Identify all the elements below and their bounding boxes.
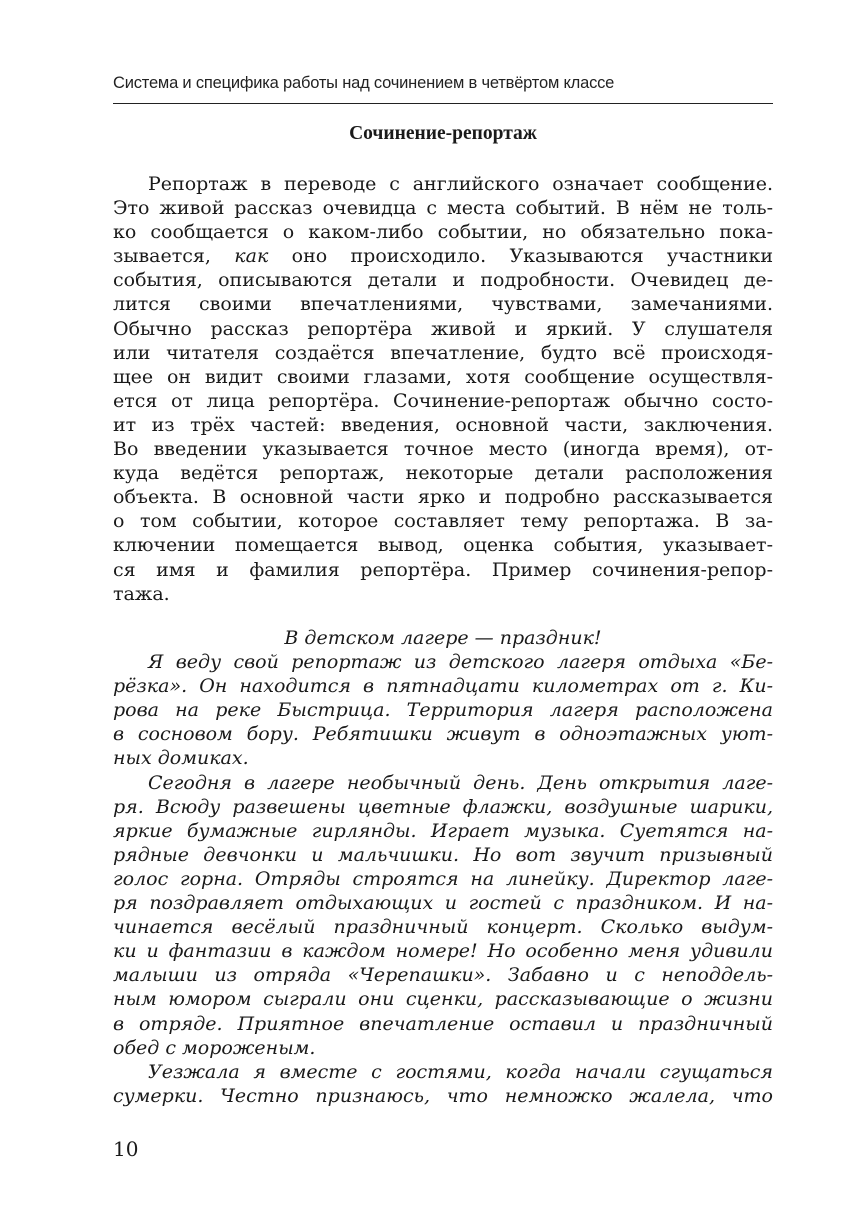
header-divider: [113, 103, 773, 104]
text-line: Сегодня в лагере необычный день. День открытия лаге-: [148, 771, 773, 794]
text-line: щее он видит своими глазами, хотя сообщение осуществля-: [113, 365, 773, 388]
text-line: рёзка». Он находится в пятнадцати километрах от г. Ки-: [113, 675, 773, 698]
text-line: Я веду свой репортаж из детского лагеря отдыха «Бе-: [148, 651, 773, 674]
text-line-with-emphasis: [113, 244, 773, 268]
text-line: ся имя и фамилия репортёра. Пример сочинения-репор-: [113, 558, 773, 581]
text-line: ит из трёх частей: введения, основной части, заключения.: [113, 413, 773, 436]
text-line: события, описываются детали и подробности. Очевидец де-: [113, 269, 773, 292]
text-line: яркие бумажные гирлянды. Играет музыка. Суетятся на-: [113, 819, 773, 842]
running-header: Система и специфика работы над сочинением в четвёртом классе: [113, 74, 615, 92]
text-line: малыши из отряда «Черепашки». Забавно и с неподдель-: [113, 964, 773, 987]
text-line: ключении помещается вывод, оценка события, указывает-: [113, 534, 773, 557]
text-line: ря поздравляет отдыхающих и гостей с праздником. И на-: [113, 892, 773, 915]
text-line: тажа.: [113, 582, 170, 605]
text-line: рова на реке Быстрица. Территория лагеря расположена: [113, 699, 773, 722]
text-line: Это живой рассказ очевидца с места событий. В нём не толь-: [113, 197, 773, 220]
text-line: ря. Всюду развешены цветные флажки, воздушные шарики,: [113, 795, 773, 818]
text-fragment: оно происходило. Указываются участники: [268, 245, 773, 268]
text-line: Обычно рассказ репортёра живой и яркий. У слушателя: [113, 317, 773, 340]
section-title: Сочинение-репортаж: [349, 123, 537, 144]
text-line: рядные девчонки и мальчишки. Но вот звучит призывный: [113, 843, 773, 866]
text-line: Репортаж в переводе с английского означает сообщение.: [148, 173, 773, 195]
text-fragment: зывается,: [113, 245, 235, 268]
text-line: голос горна. Отряды строятся на линейку. Директор лаге-: [113, 867, 773, 890]
text-line: Уезжала я вместе с гостями, когда начали сгущаться: [148, 1060, 773, 1083]
text-line: в сосновом бору. Ребятишки живут в одноэтажных уют-: [113, 723, 773, 746]
text-line: куда ведётся репортаж, некоторые детали расположения: [113, 462, 773, 485]
intro-paragraph: [113, 172, 773, 606]
text-line: сумерки. Честно признаюсь, что немножко жалела, что: [113, 1084, 773, 1107]
text-line: в отряде. Приятное впечатление оставил и праздничный: [113, 1012, 773, 1035]
text-line: или читателя создаётся впечатление, будто всё происходя-: [113, 341, 773, 364]
emphasis-word: как: [234, 245, 269, 268]
report-title: В детском лагере — праздник!: [284, 627, 602, 649]
page-number: 10: [113, 1137, 139, 1161]
text-line: ется от лица репортёра. Сочинение-репортаж обычно состо-: [113, 389, 773, 412]
text-line: чинается весёлый праздничный концерт. Сколько выдум-: [113, 916, 773, 939]
text-line: Во введении указывается точное место (иногда время), от-: [113, 438, 773, 461]
text-line: ным юмором сыграли они сценки, рассказывающие о жизни: [113, 988, 773, 1011]
text-line: обед с мороженым.: [113, 1036, 316, 1059]
text-line: ко сообщается о каком-либо событии, но обязательно пока-: [113, 221, 773, 244]
sample-report: [113, 626, 773, 1108]
text-line: ки и фантазии в каждом номере! Но особенно меня удивили: [113, 940, 773, 963]
text-line: о том событии, которое составляет тему репортажа. В за-: [113, 510, 773, 533]
text-line: ных домиках.: [113, 747, 249, 770]
text-line: лится своими впечатлениями, чувствами, замечаниями.: [113, 293, 773, 316]
text-line: объекта. В основной части ярко и подробно рассказывается: [113, 486, 773, 509]
